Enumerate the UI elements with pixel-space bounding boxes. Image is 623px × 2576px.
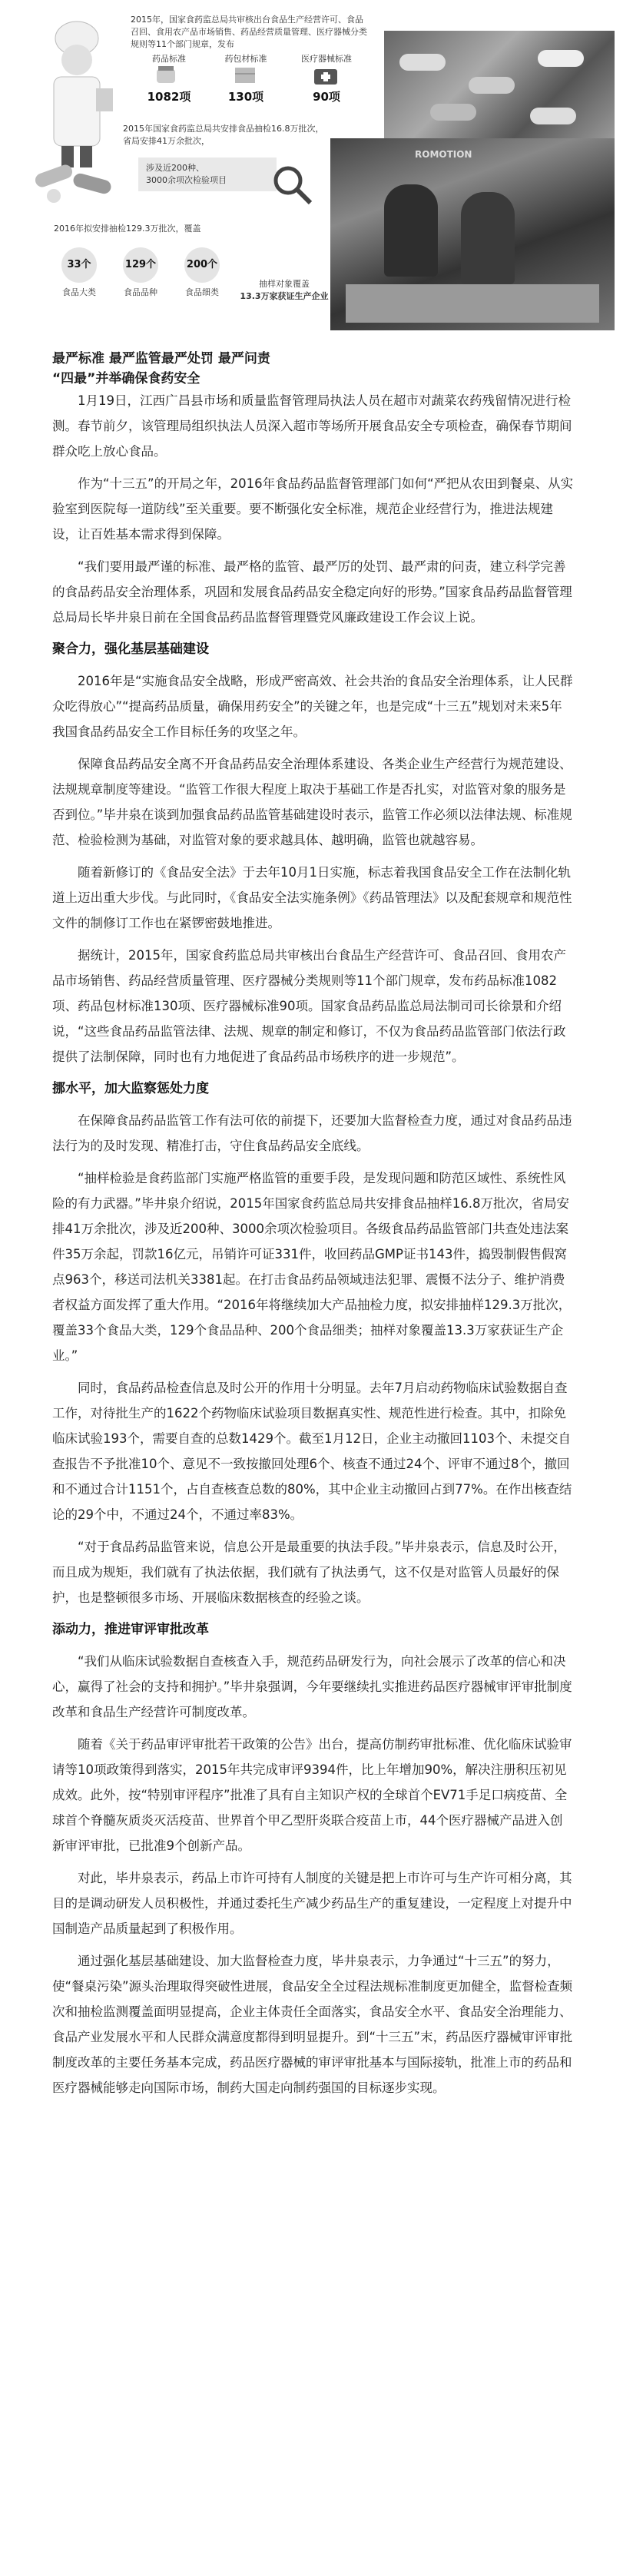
regulations-text: 2015年，国家食药监总局共审核出台食品生产经营许可、食品召回、食用农产品市场销售、药品经营质量管理、医疗器械分类规则等11个部门规章，发布: [131, 15, 367, 49]
paragraph: “对于食品药品监管来说，信息公开是最重要的执法手段。”毕井泉表示，信息及时公开，而且成为规矩，我们就有了执法依据，我们就有了执法勇气，这不仅是对监管人员最好的保护，也是整顿很多市场、开展临床数据核查的经验之谈。: [52, 1540, 566, 1605]
drug-standard-value: 1082项: [147, 90, 191, 104]
paragraph: 同时，食品药品检查信息及时公开的作用十分明显。去年7月启动药物临床试验数据自查工作，对待批生产的1622个药物临床试验项目数据真实性、规范性进行检查。其中，扣除免临床试验193个，需要自查的总数1429个。截至1月12日，企业主动撤回1103个、未提交自查报告不予批准10个、意见不一致按撤回处理6个、核查不通过24个、评审不通过8个，撤回和不通过合计1151个，占自查核查总数的80%，其中企业主动撤回占到77%。在作出核查结论的29个中，不通过24个，不通过率83%。: [52, 1381, 572, 1522]
package-icon: [230, 65, 261, 86]
paragraph: 随着《关于药品审评审批若干政策的公告》出台，提高仿制药审批标准、优化临床试验审请等10项政策得到落实，2015年共完成审评9394件，比上年增加90%，解决注册积压初见成效。此外，按“特别审评程序”批准了具有自主知识产权的全球首个EV71手足口病疫苗、全球首个脊髓灰质炎灭活疫苗、世界首个甲乙型肝炎联合疫苗上市，44个医疗器械产品进入创新审评审批，已批准9个创新产品。: [52, 1737, 572, 1853]
pills-photo: [384, 31, 615, 138]
sampling-target-line-2: 13.3万家获证生产企业: [240, 291, 329, 301]
sampling-target-line-1: 抽样对象覆盖: [259, 279, 310, 289]
paragraph: 1月19日，江西广昌县市场和质量监督管理局执法人员在超市对蔬菜农药残留情况进行检测。春节前夕，该管理局组织执法人员深入超市等场所开展食品安全专项检查，确保春节期间群众吃上放心食品。: [52, 393, 572, 459]
pill-bottle-icon: [154, 65, 184, 86]
inspection-photo: [330, 138, 615, 330]
packaging-standard-stat: [215, 52, 277, 104]
drug-standard-label: 药品标准: [152, 54, 186, 64]
article-body: [52, 388, 575, 2107]
headline-secondary: “四最”并举确保食药安全: [52, 371, 200, 386]
pills-icon: [31, 154, 131, 207]
food-variety-count: 129个: [123, 247, 158, 283]
inspection-items-box: [138, 157, 277, 191]
paragraph: 据统计，2015年，国家食药监总局共审核出台食品生产经营许可、食品召回、食用农产品市场销售、药品经营质量管理、医疗器械分类规则等11个部门规章，发布药品标准1082项、药品包材标准130项、医疗器械标准90项。国家食品药品监总局法制司司长徐景和介绍说，“这些食品药品监管法律、法规、规章的制定和修订，不仅为食品药品监管部门依法行政提供了法制保障，同时也有力地促进了食品药品市场秩序的进一步规范”。: [52, 948, 566, 1064]
sampling-stat: [123, 123, 346, 148]
medical-kit-icon: [311, 65, 342, 86]
section-heading: 聚合力，强化基层基础建设: [52, 642, 209, 657]
food-subcategory-count: 200个: [184, 247, 220, 283]
section-heading: 添动力，推进审评审批改革: [52, 1622, 209, 1637]
food-category-count: 33个: [61, 247, 97, 283]
paragraph: “我们从临床试验数据自查核查入手，规范药品研发行为，向社会展示了改革的信心和决心，赢得了社会的支持和拥护。”毕井泉强调，今年要继续扎实推进药品医疗器械审评审批制度改革和食品生产经营许可制度改革。: [52, 1654, 572, 1719]
food-variety-label: 食品品种: [124, 287, 157, 297]
plan-text: 2016年拟安排抽检129.3万批次，覆盖: [54, 224, 201, 234]
device-standard-value: 90项: [313, 90, 340, 104]
headline-primary: 最严标准 最严监管最严处罚 最严问责: [52, 351, 270, 366]
paragraph: 随着新修订的《食品安全法》于去年10月1日实施，标志着我国食品安全工作在法制化轨道上迈出重大步伐。与此同时，《食品安全法实施条例》《药品管理法》以及配套规章和规范性文件的制修订工作也在紧锣密鼓地推进。: [52, 865, 572, 930]
packaging-standard-value: 130项: [227, 90, 264, 104]
sampling-target: [230, 278, 338, 303]
drug-standard-stat: [138, 52, 200, 104]
magnifier-icon: [269, 161, 315, 207]
inspection-line-1: 涉及近200种、: [146, 163, 204, 173]
inspector-figure-icon: [31, 15, 123, 169]
paragraph: “我们要用最严谨的标准、最严格的监管、最严厉的处罚、最严肃的问责，建立科学完善的食品药品安全治理体系，巩固和发展食品药品安全稳定向好的形势。”国家食品药品监督管理总局局长毕井泉日前在全国食品药品监督管理暨党风廉政建设工作会议上说。: [52, 559, 572, 625]
paragraph: 在保障食品药品监管工作有法可依的前提下，还要加大监督检查力度，通过对食品药品违法行为的及时发现、精准打击，守住食品药品安全底线。: [52, 1113, 572, 1153]
paragraph: 对此，毕井泉表示，药品上市许可持有人制度的关键是把上市许可与生产许可相分离，其目的是调动研发人员积极性，并通过委托生产减少药品生产的重复建设，一定程度上对提升中国制造产品质量起到了积极作用。: [52, 1871, 572, 1936]
section-heading: 挪水平，加大监察惩处力度: [52, 1081, 209, 1096]
paragraph: 通过强化基层基础建设、加大监督检查力度，毕井泉表示，力争通过“十三五”的努力，使“餐桌污染”源头治理取得突破性进展，食品安全全过程法规标准制度更加健全，监督检查频次和抽检监测覆盖面明显提高，企业主体责任全面落实，食品安全水平、食品安全治理能力、食品产业发展水平和人民群众满意度都得到明显提升。到“十三五”末，药品医疗器械审评审批制度改革的主要任务基本完成，药品医疗器械的审评审批基本与国际接轨，批准上市的药品和医疗器械能够走向国际市场，制药大国走向制药强国的目标逐步实现。: [52, 1954, 573, 2095]
paragraph: “抽样检验是食药监部门实施严格监管的重要手段，是发现问题和防范区域性、系统性风险的有力武器。”毕井泉介绍说，2015年国家食药监总局共安排食品抽样16.8万批次，省局安排41万余批次，涉及近200种、3000余项次检验项目。各级食品药品监管部门共查处违法案件35万余起，罚款16亿元，吊销许可证331件，收回药品GMP证书143件，捣毁制假售假窝点963个，移送司法机关3381起。在打击食品药品领域违法犯罪、震慑不法分子、维护消费者权益方面发挥了重大作用。“2016年将继续加大产品抽检力度，拟安排抽样129.3万批次，覆盖33个食品大类，129个食品品种、200个食品细类；抽样对象覆盖13.3万家获证生产企业。”: [52, 1171, 572, 1363]
packaging-standard-label: 药包材标准: [224, 54, 267, 64]
device-standard-label: 医疗器械标准: [301, 54, 352, 64]
paragraph: 2016年是“实施食品安全战略，形成严密高效、社会共治的食品安全治理体系，让人民群众吃得放心”“提高药品质量，确保用药安全”的关键之年，也是完成“十三五”规划对未来5年我国食品药品安全工作目标任务的攻坚之年。: [52, 674, 573, 739]
infographic: [0, 0, 623, 342]
food-category-label: 食品大类: [62, 287, 96, 297]
sampling-line-2: 省局安排41万余批次，: [123, 136, 210, 146]
device-standard-stat: [292, 52, 361, 104]
food-subcategory-label: 食品细类: [185, 287, 219, 297]
paragraph: 作为“十三五”的开局之年，2016年食品药品监督管理部门如何“严把从农田到餐桌、从实验室到医院每一道防线”至关重要。要不断强化安全标准，规范企业经营行为，推进法规建设，让百姓基本需求得到保障。: [52, 476, 574, 542]
inspection-line-2: 3000余项次检验项目: [146, 175, 227, 185]
paragraph: 保障食品药品安全离不开食品药品安全治理体系建设、各类企业生产经营行为规范建设、法规规章制度等建设。“监管工作很大程度上取决于基础工作是否扎实，对监管对象的服务是否到位。”毕井泉在谈到加强食品药品监管基础建设时表示，监管工作必须以法律法规、标准规范、检验检测为基础，对监管对象的要求越具体、越明确，监管也就越容易。: [52, 757, 572, 847]
photo-sign-text: ROMOTION: [415, 149, 472, 160]
sampling-line-1: 2015年国家食药监总局共安排食品抽检16.8万批次，: [123, 124, 324, 134]
